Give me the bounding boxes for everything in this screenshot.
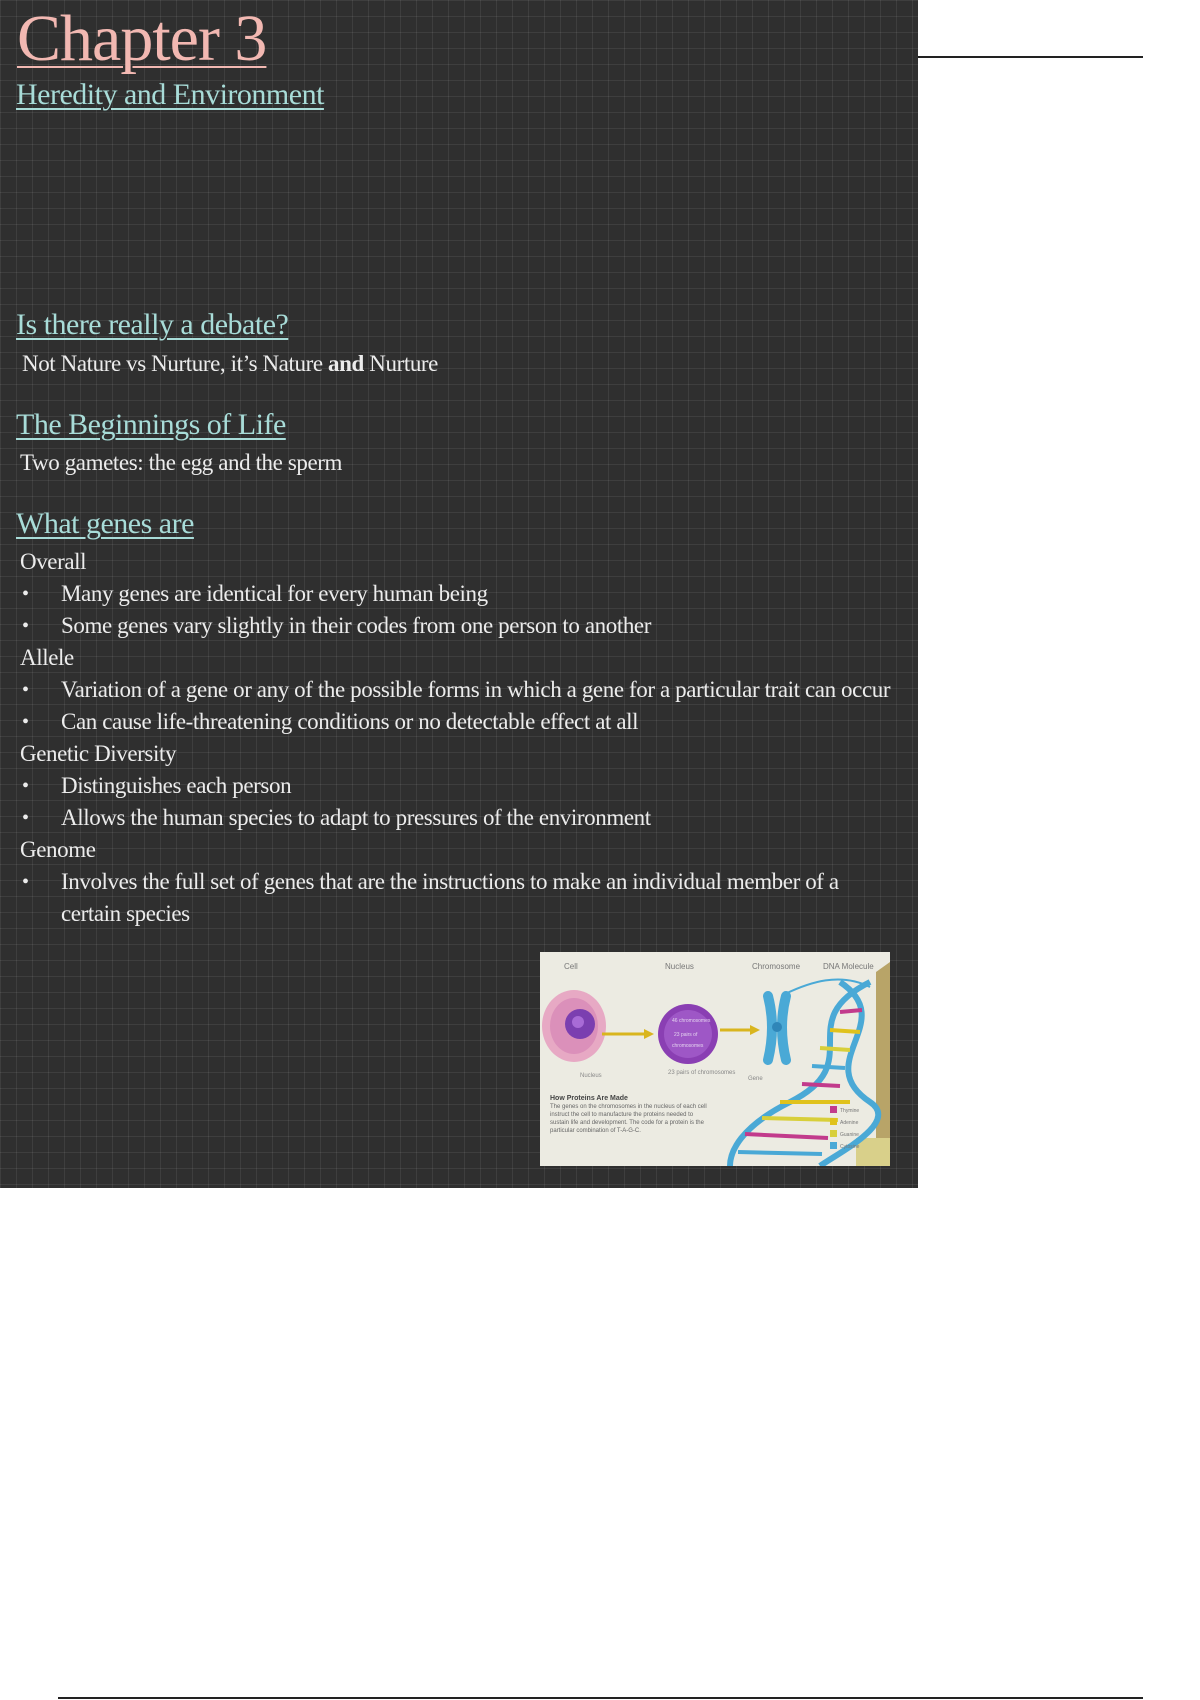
- list-item: [20, 802, 900, 834]
- bottom-rule: [58, 1697, 1143, 1699]
- debate-text-bold: and: [328, 351, 364, 376]
- section-heading-genes: What genes are: [16, 507, 194, 540]
- label-pairs: 23 pairs of chromosomes: [668, 1070, 736, 1076]
- section-heading-debate: Is there really a debate?: [16, 308, 289, 341]
- list-item: [20, 610, 900, 642]
- bullet-icon: •: [22, 775, 29, 797]
- legend-swatch-cytosine: [830, 1142, 837, 1149]
- label-cell: Cell: [564, 962, 578, 971]
- group-label-allele: Allele: [20, 645, 74, 670]
- nucleus-icon: [658, 1004, 718, 1064]
- diagram-corner-tab: [856, 1138, 890, 1166]
- list-item-text: Variation of a gene or any of the possible forms in which a gene for a particular trait can occur: [61, 677, 891, 702]
- chapter-subtitle: Heredity and Environment: [16, 78, 324, 111]
- group-label-overall: Overall: [20, 549, 87, 574]
- label-chromosome: Chromosome: [752, 962, 801, 971]
- cell-icon: [542, 990, 606, 1062]
- bullet-icon: •: [22, 679, 29, 701]
- group-label-genetic-diversity: Genetic Diversity: [20, 741, 177, 766]
- bullet-icon: •: [22, 615, 29, 637]
- legend-swatch-guanine: [830, 1130, 837, 1137]
- bullet-icon: •: [22, 583, 29, 605]
- legend-cytosine: Cytosine: [840, 1144, 860, 1150]
- beginnings-text: Two gametes: the egg and the sperm: [20, 450, 343, 475]
- label-nucleus-small: Nucleus: [580, 1073, 602, 1079]
- section-heading-beginnings: The Beginnings of Life: [16, 408, 286, 441]
- label-gene: Gene: [748, 1076, 763, 1082]
- legend-swatch-thymine: [830, 1106, 837, 1113]
- overall-list: [20, 578, 900, 642]
- list-item-text: Distinguishes each person: [61, 773, 292, 798]
- list-item: [20, 866, 900, 930]
- list-item: [20, 674, 900, 706]
- proteins-title: How Proteins Are Made: [550, 1095, 628, 1102]
- genes-notes: [20, 546, 900, 930]
- legend-adenine: Adenine: [840, 1120, 859, 1126]
- top-right-rule: [918, 56, 1143, 58]
- group-label-genome: Genome: [20, 837, 96, 862]
- list-item: [20, 770, 900, 802]
- list-item-text: Allows the human species to adapt to pressures of the environment: [61, 805, 651, 830]
- legend-guanine: Guanine: [840, 1132, 859, 1138]
- bullet-icon: •: [22, 807, 29, 829]
- genome-list: [20, 866, 900, 930]
- svg-text:chromosomes: chromosomes: [672, 1043, 704, 1049]
- list-item-text: Some genes vary slightly in their codes from one person to another: [61, 613, 651, 638]
- debate-text-start: Not Nature vs Nurture, it’s Nature: [22, 351, 329, 376]
- proteins-text-box: [550, 1103, 710, 1163]
- bullet-icon: •: [22, 871, 29, 893]
- chapter-title: Chapter 3: [17, 2, 267, 75]
- list-item-text: Can cause life-threatening conditions or no detectable effect at all: [61, 709, 639, 734]
- diagram-graphic: [540, 952, 890, 1166]
- proteins-text: The genes on the chromosomes in the nucleus of each cell instruct the cell to manufacture the proteins needed to sustain life and development. The code for a protein is the particular combination of T-A-G-C.: [550, 1104, 707, 1134]
- diagram-page-edge: [876, 962, 890, 1166]
- svg-text:46 chromosomes: 46 chromosomes: [672, 1018, 711, 1024]
- list-item-text: Many genes are identical for every human being: [61, 581, 488, 606]
- label-dna-molecule: DNA Molecule: [823, 962, 874, 971]
- legend-swatch-adenine: [830, 1118, 837, 1125]
- legend-thymine: Thymine: [840, 1108, 860, 1114]
- bullet-icon: •: [22, 711, 29, 733]
- allele-list: [20, 674, 900, 738]
- svg-text:23 pairs of: 23 pairs of: [674, 1032, 698, 1038]
- debate-text-end: Nurture: [363, 351, 438, 376]
- list-item: [20, 578, 900, 610]
- cell-to-dna-diagram: [540, 952, 890, 1166]
- genetic-diversity-list: [20, 770, 900, 834]
- list-item: [20, 706, 900, 738]
- debate-text: [22, 352, 438, 375]
- list-item-text: Involves the full set of genes that are the instructions to make an individual member of a certain species: [61, 869, 839, 926]
- label-nucleus: Nucleus: [665, 962, 694, 971]
